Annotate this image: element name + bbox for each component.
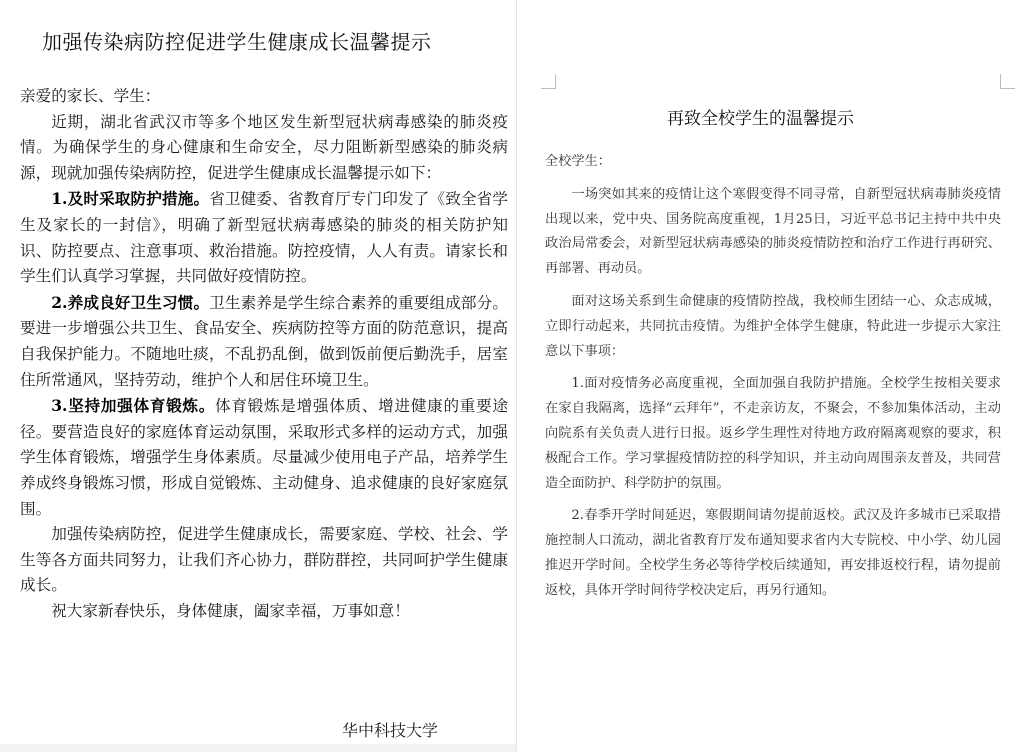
right-doc-body [545, 150, 1001, 604]
left-item-1-heading: 1.及时采取防护措施。 [51, 189, 210, 209]
left-closing-paragraph: 加强传染病防控，促进学生健康成长，需要家庭、学校、社会、学生等各方面共同努力，让我们齐心协力，群防群控，共同呵护学生健康成长。 [20, 525, 508, 595]
right-paragraph-3: 1.面对疫情务必高度重视，全面加强自我防护措施。全校学生按相关要求在家自我隔离，选择“云拜年”，不走亲访友，不聚会，不参加集体活动，主动向院系有关负责人进行日报。返乡学生理性对待地方政府隔离观察的要求，积极配合工作。学习掌握疫情防控的科学知识，并主动向周围亲友普及，共同营造全面防护、科学防护的氛围。 [545, 376, 1001, 491]
left-item-2 [20, 290, 508, 393]
left-item-1 [20, 186, 508, 289]
left-item-1-text: 省卫健委、省教育厅专门印发了《致全省学生及家长的一封信》，明确了新型冠状病毒感染的肺炎的相关防护知识、防控要点、注意事项、救治措施。防控疫情，人人有责。请家长和学生们认真学习掌握，共同做好疫情防控。 [20, 190, 508, 286]
left-signature: 华中科技大学 [342, 721, 439, 740]
right-doc-title: 再致全校学生的温馨提示 [667, 109, 854, 129]
right-salutation: 全校学生： [545, 154, 611, 169]
right-paragraph-4: 2.春季开学时间延迟，寒假期间请勿提前返校。武汉及许多城市已采取措施控制人口流动，湖北省教育厅发布通知要求省内大专院校、中小学、幼儿园推迟开学时间。全校学生务必等待学校后续通知，再安排返校行程，请勿提前返校，具体开学时间待学校决定后，再另行通知。 [545, 508, 1001, 598]
left-intro-paragraph: 近期，湖北省武汉市等多个地区发生新型冠状病毒感染的肺炎疫情。为确保学生的身心健康和生命安全，尽力阻断新型感染的肺炎病源，现就加强传染病防控，促进学生健康成长温馨提示如下： [20, 112, 508, 182]
right-document-page [516, 0, 1022, 752]
left-item-2-text: 卫生素养是学生综合素养的重要组成部分。要进一步增强公共卫生、食品安全、疾病防控等方面的防范意识，提高自我保护能力。不随地吐痰，不乱扔乱倒，做到饭前便后勤洗手，居室住所常通风，坚持劳动，维护个人和居住环境卫生。 [20, 293, 508, 389]
page-bottom-divider [0, 744, 516, 752]
left-item-3-text: 体育锻炼是增强体质、增进健康的重要途径。要营造良好的家庭体育运动氛围，采取形式多样的运动方式，加强学生体育锻炼，增强学生身体素质。尽量减少使用电子产品，培养学生养成终身锻炼习惯，形成自觉锻炼、主动健身、追求健康的良好家庭氛围。 [20, 397, 508, 518]
left-wishes: 祝大家新春快乐，身体健康，阖家幸福，万事如意！ [51, 601, 410, 620]
left-doc-body [20, 84, 508, 624]
left-doc-title: 加强传染病防控促进学生健康成长温馨提示 [42, 30, 432, 54]
left-item-2-heading: 2.养成良好卫生习惯。 [51, 292, 210, 312]
page-corner-mark-top-right [1000, 74, 1015, 89]
left-salutation: 亲爱的家长、学生： [20, 87, 161, 105]
right-paragraph-2: 面对这场关系到生命健康的疫情防控战，我校师生团结一心、众志成城，立即行动起来，共同抗击疫情。为维护全体学生健康，特此进一步提示大家注意以下事项： [545, 293, 1001, 359]
page-corner-mark-top-left [541, 74, 556, 89]
left-item-3 [20, 393, 508, 522]
left-item-3-heading: 3.坚持加强体育锻炼。 [51, 396, 216, 416]
right-paragraph-1: 一场突如其来的疫情让这个寒假变得不同寻常，自新型冠状病毒肺炎疫情出现以来，党中央、国务院高度重视，1月25日，习近平总书记主持中共中央政治局常委会，对新型冠状病毒感染的肺炎疫情防控和治疗工作进行再研究、再部署、再动员。 [545, 186, 1001, 277]
